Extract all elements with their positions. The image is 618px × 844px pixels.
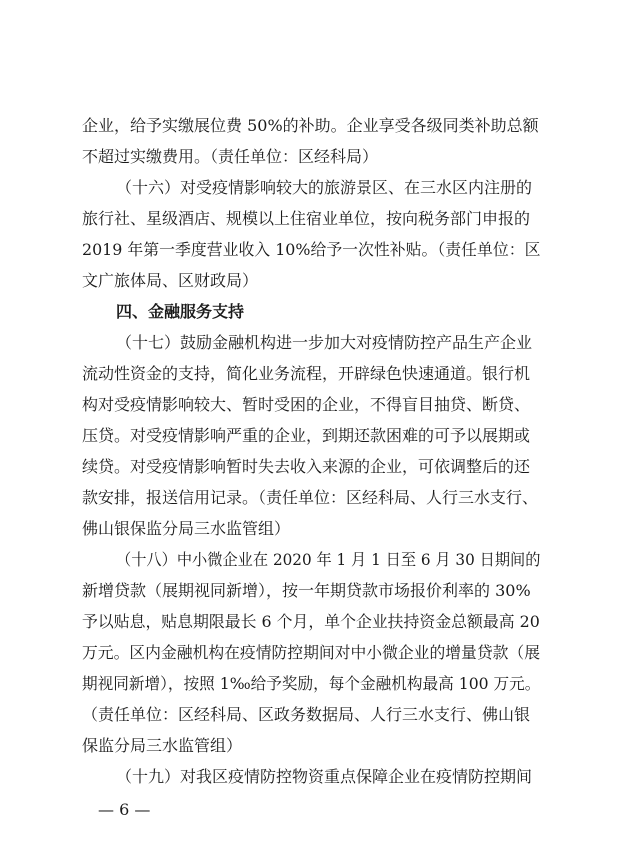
page-number: — 6 — bbox=[98, 800, 151, 819]
text-line: 流动性资金的支持，简化业务流程，开辟绿色快速通道。银行机 bbox=[82, 364, 531, 383]
text-line: 款安排，报送信用记录。（责任单位：区经科局、人行三水支行、 bbox=[82, 488, 539, 507]
text-line: 企业，给予实缴展位费 50%的补助。企业享受各级同类补助总额 bbox=[82, 116, 539, 135]
text-line: 2019 年第一季度营业收入 10%给予一次性补贴。（责任单位：区 bbox=[82, 240, 541, 259]
text-line: 压贷。对受疫情影响严重的企业，到期还款困难的可予以展期或 bbox=[82, 426, 531, 445]
text-line: （责任单位：区经科局、区政务数据局、人行三水支行、佛山银 bbox=[82, 705, 531, 724]
text-line: 万元。区内金融机构在疫情防控期间对中小微企业的增量贷款（展 bbox=[82, 643, 541, 662]
text-line: 续贷。对受疫情影响暂时失去收入来源的企业，可依调整后的还 bbox=[82, 457, 531, 476]
text-line: （十七）鼓励金融机构进一步加大对疫情防控产品生产企业 bbox=[116, 333, 533, 352]
text-line: （十九）对我区疫情防控物资重点保障企业在疫情防控期间 bbox=[116, 767, 533, 786]
text-line: 予以贴息，贴息期限最长 6 个月，单个企业扶持资金总额最高 20 bbox=[82, 612, 540, 631]
text-line: 新增贷款（展期视同新增），按一年期贷款市场报价利率的 30% bbox=[82, 581, 531, 600]
text-line: 旅行社、星级酒店、规模以上住宿业单位，按向税务部门申报的 bbox=[82, 209, 531, 228]
text-line: （十八）中小微企业在 2020 年 1 月 1 日至 6 月 30 日期间的 bbox=[116, 550, 541, 569]
text-line: 文广旅体局、区财政局） bbox=[82, 271, 259, 290]
section-heading: 四、金融服务支持 bbox=[116, 302, 245, 321]
text-line: 佛山银保监分局三水监管组） bbox=[82, 519, 291, 538]
text-line: （十六）对受疫情影响较大的旅游景区、在三水区内注册的 bbox=[116, 178, 533, 197]
text-line: 保监分局三水监管组） bbox=[82, 736, 243, 755]
text-line: 构对受疫情影响较大、暂时受困的企业，不得盲目抽贷、断贷、 bbox=[82, 395, 531, 414]
text-line: 期视同新增），按照 1‰给予奖励，每个金融机构最高 100 万元。 bbox=[82, 674, 541, 693]
text-line: 不超过实缴费用。（责任单位：区经科局） bbox=[82, 147, 379, 166]
